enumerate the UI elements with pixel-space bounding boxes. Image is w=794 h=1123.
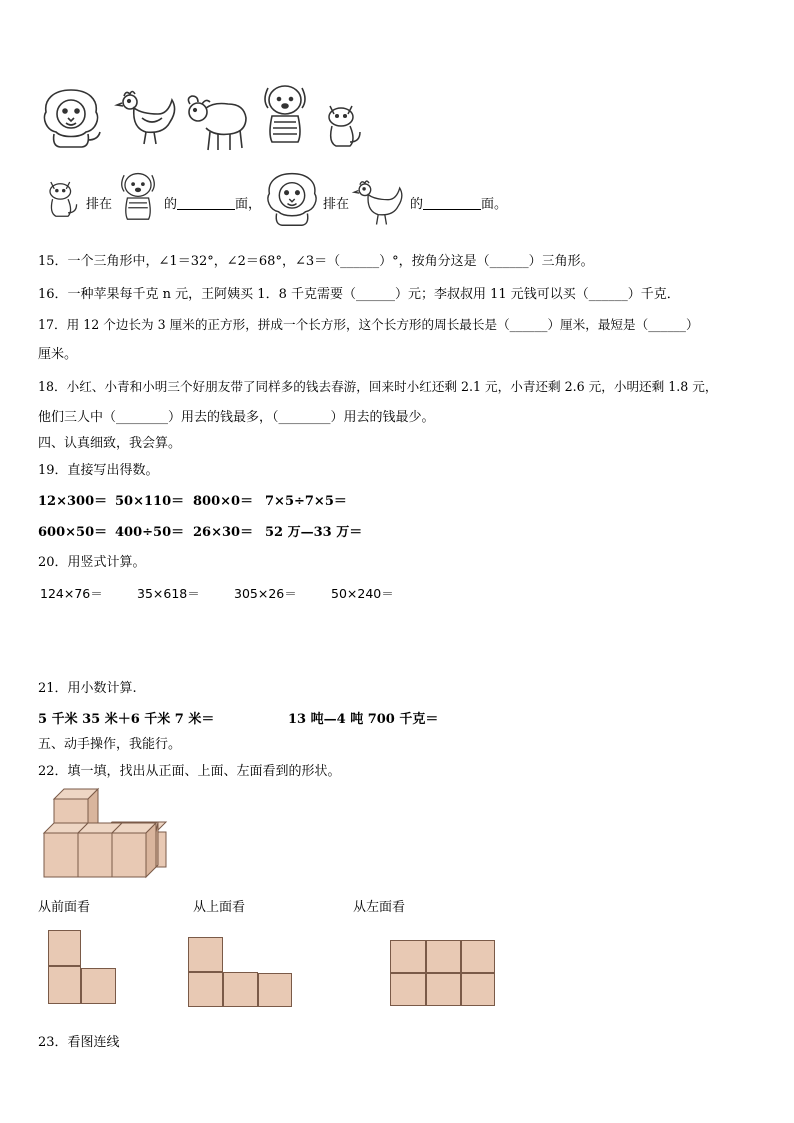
answer-blank[interactable] [177, 197, 235, 210]
section-5-heading: 五、动手操作，我能行。 [38, 737, 182, 752]
view-square [188, 937, 223, 972]
q14-de-1: 的 面， [164, 197, 262, 212]
rooster-icon [350, 178, 408, 228]
view-square [461, 973, 495, 1006]
sheep-icon [184, 94, 250, 154]
view-label-front: 从前面看 [38, 900, 91, 915]
q14-pai-zai-1: 排在 [86, 197, 113, 212]
answer-blank[interactable] [423, 197, 481, 210]
q20-item: 305×26＝ [234, 586, 297, 601]
rooster-icon [112, 88, 182, 148]
puppy-icon [258, 82, 312, 150]
q20-item: 50×240＝ [331, 586, 394, 601]
view-square [81, 968, 116, 1004]
question-19: 19．直接写出得数。 [38, 463, 159, 478]
q19-item: 7×5÷7×5＝ [265, 494, 347, 509]
q19-item: 600×50＝ [38, 525, 108, 540]
lion-icon [38, 86, 104, 150]
q14-pai-zai-2: 排在 [323, 197, 350, 212]
view-square [390, 940, 426, 973]
section-4-heading: 四、认真细致，我会算。 [38, 436, 182, 451]
kitten-icon [44, 178, 80, 222]
view-label-top: 从上面看 [193, 900, 246, 915]
question-16: 16．一种苹果每千克 n 元，王阿姨买 1．8 千克需要（______）元；李叔叔用 11 元钱可以买（______）千克． [38, 287, 680, 302]
q20-item: 124×76＝ [40, 586, 103, 601]
view-square [223, 972, 258, 1007]
puppy-icon [116, 170, 160, 226]
kitten-icon [322, 102, 364, 152]
q19-item: 52 万—33 万＝ [265, 525, 363, 540]
cube-stack-figure [40, 787, 172, 879]
question-18-line-2: 他们三人中（________）用去的钱最多，（________）用去的钱最少。 [38, 410, 435, 425]
question-20: 20．用竖式计算。 [38, 555, 146, 570]
view-label-left: 从左面看 [353, 900, 406, 915]
q19-item: 400÷50＝ [115, 525, 185, 540]
q19-item: 800×0＝ [193, 494, 254, 509]
view-square [461, 940, 495, 973]
question-18-line-1: 18．小红、小青和小明三个好朋友带了同样多的钱去春游，回来时小红还剩 2.1 元，小青还剩 2.6 元，小明还剩 1.8 元， [38, 379, 718, 394]
question-15: 15．一个三角形中，∠1＝32°，∠2＝68°，∠3＝（______）°，按角分这是（______）三角形。 [38, 254, 594, 269]
view-square [188, 972, 223, 1007]
q19-item: 12×300＝ [38, 494, 108, 509]
q14-de-2: 的 面。 [410, 197, 508, 212]
question-17-line-2: 厘米。 [38, 347, 78, 362]
view-square [258, 973, 292, 1007]
question-21: 21．用小数计算. [38, 681, 137, 696]
view-square [390, 973, 426, 1006]
view-square [426, 940, 461, 973]
q21-item: 5 千米 35 米＋6 千米 7 米＝ [38, 712, 215, 727]
q21-item: 13 吨—4 吨 700 千克＝ [288, 712, 439, 727]
q19-item: 50×110＝ [115, 494, 185, 509]
q19-item: 26×30＝ [193, 525, 254, 540]
q20-item: 35×618＝ [137, 586, 200, 601]
view-square [48, 966, 81, 1004]
question-17-line-1: 17．用 12 个边长为 3 厘米的正方形，拼成一个长方形，这个长方形的周长最长是（______）厘米，最短是（______） [38, 317, 699, 332]
lion-icon [262, 170, 322, 228]
question-22: 22．填一填，找出从正面、上面、左面看到的形状。 [38, 764, 341, 779]
question-23: 23．看图连线 [38, 1035, 120, 1050]
view-square [426, 973, 461, 1006]
view-square [48, 930, 81, 966]
